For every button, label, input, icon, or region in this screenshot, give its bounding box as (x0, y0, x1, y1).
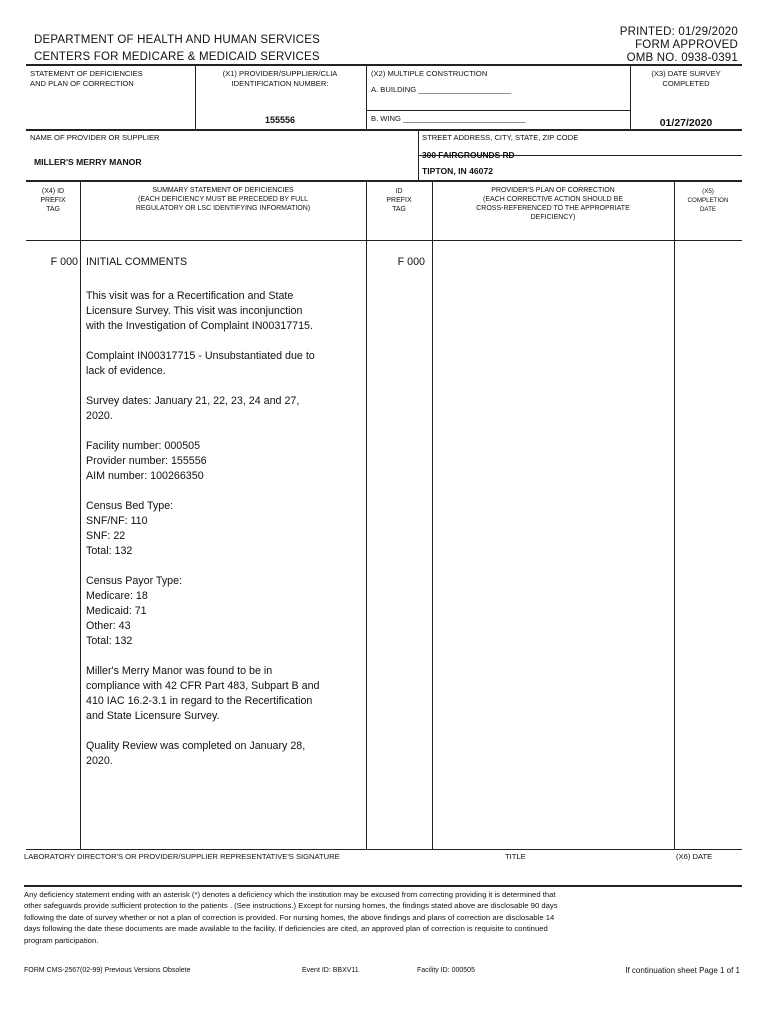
provider-name: MILLER'S MERRY MANOR (34, 157, 142, 167)
x3-label: (X3) DATE SURVEY COMPLETED (651, 69, 721, 88)
signature-divider (24, 885, 742, 887)
date-label: (X6) DATE (676, 852, 713, 861)
entry-paragraph: Complaint IN00317715 - Unsubstantiated due to lack of evidence. (86, 350, 315, 377)
entry-paragraph: Survey dates: January 21, 22, 23, 24 and 27, 2020. (86, 395, 300, 422)
department-name: DEPARTMENT OF HEALTH AND HUMAN SERVICES (34, 34, 320, 46)
prefix-tag-left: F 000 (50, 256, 78, 268)
entry-paragraph: This visit was for a Recertification and State Licensure Survey. This visit was inconjunction with the Investigation of Complaint IN00317715. (86, 290, 313, 332)
building-label: A. BUILDING ______________________ (371, 85, 512, 94)
entry-paragraph: Quality Review was completed on January 28, 2020. (86, 740, 306, 767)
entry-paragraph: Census Payor Type: Medicare: 18 Medicaid: 71 Other: 43 Total: 132 (86, 575, 183, 647)
event-id: Event ID: BBXV11 (302, 967, 359, 974)
x4-column-header: (X4) ID PREFIX TAG (40, 188, 66, 213)
omb-number: OMB NO. 0938-0391 (626, 52, 738, 64)
address-label: STREET ADDRESS, CITY, STATE, ZIP CODE (422, 133, 579, 142)
continuation-page: If continuation sheet Page 1 of 1 (625, 966, 740, 975)
x1-provider-number: 155556 (264, 115, 296, 125)
provider-label: NAME OF PROVIDER OR SUPPLIER (30, 133, 160, 142)
statement-label: STATEMENT OF DEFICIENCIES AND PLAN OF CORRECTION (30, 69, 143, 88)
x5-column-header: (X5) COMPLETION DATE (687, 188, 729, 213)
agency-name: CENTERS FOR MEDICARE & MEDICAID SERVICES (34, 51, 320, 63)
x2-label: (X2) MULTIPLE CONSTRUCTION (371, 69, 488, 78)
entry-paragraph: Miller's Merry Manor was found to be in compliance with 42 CFR Part 483, Subpart B and 410 IAC 16.2-3.1 in regard to the Recertification and State Licensure Survey. (86, 665, 320, 722)
entry-body (86, 289, 362, 784)
summary-column-header: SUMMARY STATEMENT OF DEFICIENCIES (EACH DEFICIENCY MUST BE PRECEDED BY FULL REGULATORY OR LSC IDENTIFYING INFORMATION) (135, 187, 311, 212)
x3-date-value: 01/27/2020 (659, 117, 713, 129)
plan-column-header: PROVIDER'S PLAN OF CORRECTION (EACH CORRECTIVE ACTION SHOULD BE CROSS-REFERENCED TO THE APPROPRIATE DEFICIENCY) (476, 187, 630, 221)
id-column-header: ID PREFIX TAG (386, 188, 412, 213)
address-street: 300 FAIRGROUNDS RD (422, 150, 515, 160)
form-approved: FORM APPROVED (635, 39, 738, 51)
entry-paragraph: Facility number: 000505 Provider number: 155556 AIM number: 100266350 (86, 440, 207, 482)
x1-label: (X1) PROVIDER/SUPPLIER/CLIA IDENTIFICATION NUMBER: (222, 69, 338, 88)
address-city: TIPTON, IN 46072 (422, 166, 494, 176)
signature-label: LABORATORY DIRECTOR'S OR PROVIDER/SUPPLIER REPRESENTATIVE'S SIGNATURE (24, 852, 340, 861)
prefix-tag-right: F 000 (397, 256, 425, 268)
entry-title: INITIAL COMMENTS (86, 256, 188, 268)
entry-paragraph: Census Bed Type: SNF/NF: 110 SNF: 22 Total: 132 (86, 500, 174, 557)
facility-id: Facility ID: 000505 (417, 967, 475, 974)
title-label: TITLE (505, 852, 526, 861)
wing-label: B. WING _____________________________ (371, 114, 526, 123)
form-number: FORM CMS-2567(02-99) Previous Versions Obsolete (24, 967, 191, 974)
disclaimer-text: Any deficiency statement ending with an asterisk (*) denotes a deficiency which the institution may be excused from correcting providing it is determined that other safeguards provide sufficient protection to the patients . (See instructions.) Except for nursing homes, the findings stated above are disclosable 90 days following the date of survey whether or not a plan of correction is provided. For nursing homes, the above findings and plans of correction are disclosable 14 days following the date these documents are made available to the facility. If deficiencies are cited, an approved plan of correction is requisite to continued program participation. (24, 890, 558, 945)
printed-date: PRINTED: 01/29/2020 (619, 26, 738, 38)
